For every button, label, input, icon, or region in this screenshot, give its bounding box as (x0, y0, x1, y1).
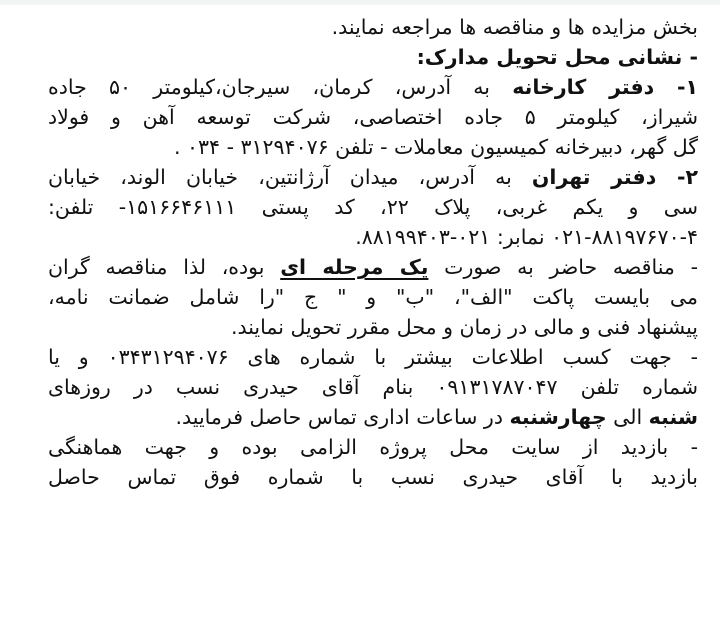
text-segment: - جهت کسب اطلاعات بیشتر با شماره های ۰۳۴۳۱۲۹۴۰۷۶ و یا (48, 345, 698, 369)
text-segment: در ساعات اداری تماس حاصل فرمایید. (175, 405, 510, 429)
text-line (48, 372, 698, 402)
text-line (48, 252, 698, 282)
text-line (48, 462, 698, 492)
text-line (48, 312, 698, 342)
text-segment: - مناقصه حاضر به صورت (428, 255, 698, 279)
text-segment: پیشنهاد فنی و مالی در زمان و محل مقرر تحویل نمایند. (230, 315, 698, 339)
text-segment: به آدرس، کرمان، سیرجان،کیلومتر ۵۰ جاده (48, 75, 513, 99)
top-edge-strip (0, 0, 720, 5)
text-segment: شیراز، کیلومتر ۵ جاده اختصاصی، شرکت توسعه آهن و فولاد (48, 105, 699, 129)
text-line (48, 12, 698, 42)
emphasized-text: - نشانی محل تحویل مدارک: (416, 45, 698, 69)
text-segment: بازدید با آقای حیدری نسب با شماره فوق تماس حاصل (48, 465, 698, 489)
text-line (48, 222, 698, 252)
text-segment: شماره تلفن ۰۹۱۳۱۷۸۷۰۴۷ بنام آقای حیدری نسب در روزهای (48, 375, 699, 399)
text-segment: بوده، لذا مناقصه گران (48, 255, 281, 279)
emphasized-text: شنبه (648, 405, 698, 429)
text-line (48, 162, 698, 192)
text-segment: می بایست پاکت "الف"، "ب" و " ج "را شامل ضمانت نامه، (48, 285, 698, 309)
text-line (48, 432, 698, 462)
emphasized-text: چهارشنبه (509, 405, 607, 429)
text-line (48, 342, 698, 372)
text-segment: بخش مزایده ها و مناقصه ها مراجعه نمایند. (331, 15, 698, 39)
emphasized-text: ۱- دفتر کارخانه (512, 75, 698, 99)
text-line (48, 282, 698, 312)
text-line (48, 72, 698, 102)
text-segment: الی (606, 405, 649, 429)
text-segment: ۰۲۱-۸۸۱۹۷۶۷۰-۴ نمابر: ۰۲۱-۸۸۱۹۹۴۰۳. (355, 225, 698, 249)
notice-text-body (48, 12, 698, 492)
emphasized-text: یک مرحله ای (280, 255, 429, 279)
text-line (48, 402, 698, 432)
text-line (48, 42, 698, 72)
text-line (48, 132, 698, 162)
text-segment: به آدرس، میدان آرژانتین، خیابان الوند، خیابان (48, 165, 532, 189)
text-line (48, 102, 698, 132)
text-line (48, 192, 698, 222)
text-segment: سی و یکم غربی، پلاک ۲۲، کد پستی ۱۵۱۶۶۴۶۱۱۱- تلفن: (48, 195, 699, 219)
emphasized-text: ۲- دفتر تهران (531, 165, 698, 189)
text-segment: - بازدید از سایت محل پروژه الزامی بوده و جهت هماهنگی (48, 435, 698, 459)
text-segment: گل گهر، دبیرخانه کمیسیون معاملات - تلفن ۳۱۲۹۴۰۷۶ - ۰۳۴ . (173, 135, 698, 159)
